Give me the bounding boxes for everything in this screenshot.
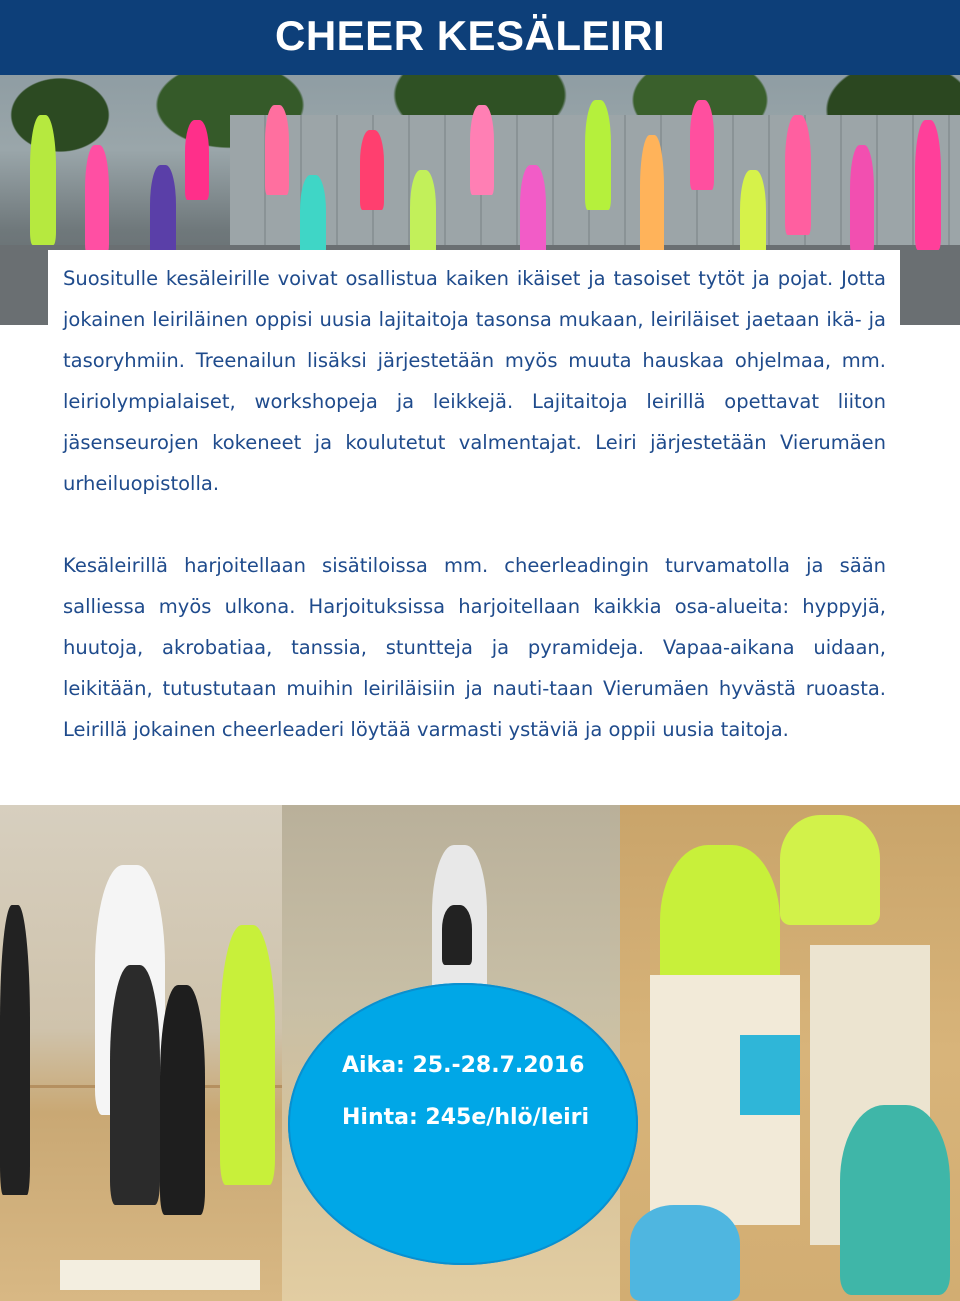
craft-workshop-photo	[620, 805, 960, 1301]
camp-price: Hinta: 245e/hlö/leiri	[342, 1105, 590, 1130]
page-title: CHEER KESÄLEIRI	[275, 12, 666, 59]
camp-date: Aika: 25.-28.7.2016	[342, 1053, 585, 1078]
activities-paragraph: Kesäleirillä harjoitellaan sisätiloissa mm. cheerleadingin turvamatolla ja sään salliessa myös ulkona. Harjoituksissa harjoitellaan kaikkia osa-alueita: hyppyjä, huutoja, akrobatiaa, tanssia, stuntteja ja pyramideja. Vapaa-aikana uidaan, leikitään, tutustutaan muihin leiriläisiin ja nauti-taan Vierumäen hyvästä ruoasta. Leirillä jokainen cheerleaderi löytää varmasti ystäviä ja oppii uusia taitoja.	[63, 554, 886, 741]
intro-paragraph: Suositulle kesäleirille voivat osallistua kaiken ikäiset ja tasoiset tytöt ja pojat. Jotta jokainen leiriläinen oppisi uusia lajitaitoja tasonsa mukaan, leiriläiset jaetaan ikä- ja tasoryhmiin. Treenailun lisäksi järjestetään myös muuta hauskaa ohjelmaa, mm. leiriolympialaiset, workshopeja ja leikkejä. Lajitaitoja leirillä opettavat liiton jäsenseurojen kokeneet ja koulutetut valmentajat. Leiri järjestetään Vierumäen urheiluopistolla.	[63, 267, 886, 495]
cheer-stunt-practice-photo	[0, 805, 282, 1301]
